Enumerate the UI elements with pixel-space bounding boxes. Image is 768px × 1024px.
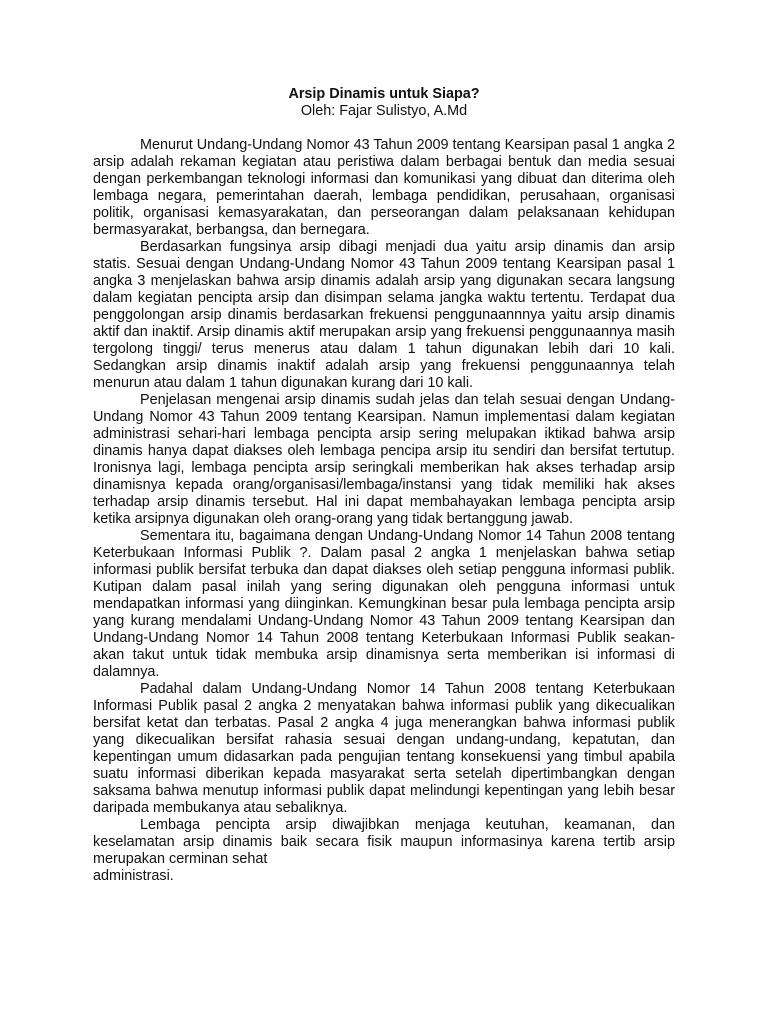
paragraph-3: Penjelasan mengenai arsip dinamis sudah jelas dan telah sesuai dengan Undang-Undang Nomor 43 Tahun 2009 tentang Kearsipan. Namun implementasi dalam kegiatan administrasi sehari-hari lembaga pencipta arsip sering melupakan iktikad bahwa arsip dinamis hanya dapat diakses oleh lembaga pencipa arsip itu sendiri dan bersifat tertutup. Ironisnya lagi, lembaga pencipta arsip seringkali memberikan hak akses terhadap arsip dinamisnya kepada orang/organisasi/lembaga/instansi yang tidak memiliki hak akses terhadap arsip dinamis tersebut. Hal ini dapat membahayakan lembaga pencipta arsip ketika arsipnya digunakan oleh orang-orang yang tidak bertanggung jawab. [93, 392, 675, 527]
document-title: Arsip Dinamis untuk Siapa? [288, 86, 480, 102]
paragraph-5: Padahal dalam Undang-Undang Nomor 14 Tahun 2008 tentang Keterbukaan Informasi Publik pasal 2 angka 2 menyatakan bahwa informasi publik yang dikecualikan bersifat ketat dan terbatas. Pasal 2 angka 4 juga menerangkan bahwa informasi publik yang dikecualikan bersifat rahasia sesuai dengan undang-undang, kepatutan, dan kepentingan umum didasarkan pada pengujian tentang konsekuensi yang timbul apabila suatu informasi diberikan kepada masyarakat serta setelah dipertimbangkan dengan saksama bahwa menutup informasi publik dapat melindungi kepentingan yang lebih besar daripada membukanya atau sebaliknya. [93, 681, 675, 816]
paragraph-4: Sementara itu, bagaimana dengan Undang-Undang Nomor 14 Tahun 2008 tentang Keterbukaan Informasi Publik ?. Dalam pasal 2 angka 1 menjelaskan bahwa setiap informasi publik bersifat terbuka dan dapat diakses oleh setiap pengguna informasi publik. Kutipan dalam pasal inilah yang sering digunakan oleh pengguna informasi untuk mendapatkan informasi yang diinginkan. Kemungkinan besar pula lembaga pencipta arsip yang kurang mendalami Undang-Undang Nomor 43 Tahun 2009 tentang Kearsipan dan Undang-Undang Nomor 14 Tahun 2008 tentang Keterbukaan Informasi Publik seakan-akan takut untuk tidak membuka arsip dinamisnya serta memberikan isi informasi di dalamnya. [93, 528, 675, 680]
document-author: Oleh: Fajar Sulistyo, A.Md [300, 103, 468, 119]
paragraph-1: Menurut Undang-Undang Nomor 43 Tahun 2009 tentang Kearsipan pasal 1 angka 2 arsip adalah rekaman kegiatan atau peristiwa dalam berbagai bentuk dan media sesuai dengan perkembangan teknologi informasi dan komunikasi yang dibuat dan diterima oleh lembaga negara, pemerintahan daerah, lembaga pendidikan, perusahaan, organisasi politik, organisasi kemasyarakatan, dan perseorangan dalam pelaksanaan kehidupan bermasyarakat, berbangsa, dan bernegara. [93, 137, 675, 238]
document-page [93, 86, 675, 885]
paragraph-6: Lembaga pencipta arsip diwajibkan menjaga keutuhan, keamanan, dan keselamatan arsip dinamis baik secara fisik maupun informasinya karena tertib arsip merupakan cerminan sehat [93, 817, 675, 867]
paragraph-2: Berdasarkan fungsinya arsip dibagi menjadi dua yaitu arsip dinamis dan arsip statis. Sesuai dengan Undang-Undang Nomor 43 Tahun 2009 tentang Kearsipan pasal 1 angka 3 menjelaskan bahwa arsip dinamis adalah arsip yang digunakan secara langsung dalam kegiatan pencipta arsip dan disimpan selama jangka waktu tertentu. Terdapat dua penggolongan arsip dinamis berdasarkan frekuensi penggunaannnya yaitu arsip dinamis aktif dan inaktif. Arsip dinamis aktif merupakan arsip yang frekuensi penggunaannya masih tergolong tinggi/ terus menerus atau dalam 1 tahun digunakan lebih dari 10 kali. Sedangkan arsip dinamis inaktif adalah arsip yang frekuensi penggunaannya telah menurun atau dalam 1 tahun digunakan kurang dari 10 kali. [93, 239, 675, 391]
paragraph-6-tail: administrasi. [93, 868, 174, 884]
